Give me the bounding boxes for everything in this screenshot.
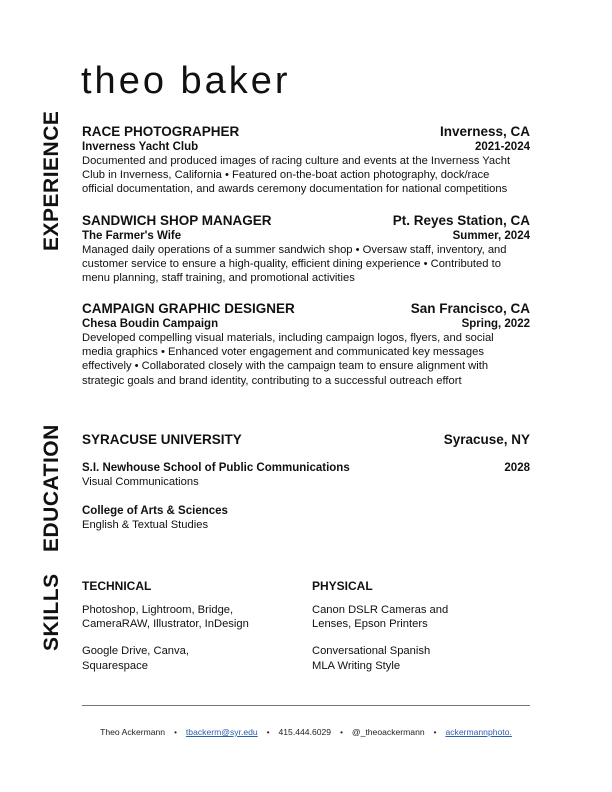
job-description-line: media graphics • Enhanced voter engagement and communicated key messages xyxy=(82,346,484,359)
job-description-line: Managed daily operations of a summer sandwich shop • Oversaw staff, inventory, and xyxy=(82,244,507,256)
skill-line: MLA Writing Style xyxy=(312,659,401,672)
resume-name: theo baker xyxy=(81,60,291,102)
job-description-line: effectively • Collaborated closely with the campaign team to ensure alignment with xyxy=(82,360,489,373)
skill-line: Lenses, Epson Printers xyxy=(312,618,428,631)
job-title: CAMPAIGN GRAPHIC DESIGNER xyxy=(82,301,295,316)
school-location: Syracuse, NY xyxy=(443,432,530,447)
skill-item xyxy=(82,603,272,631)
college-name: College of Arts & Sciences xyxy=(82,505,228,517)
phone-number: 415.444.6029 xyxy=(278,727,332,737)
separator-bullet: • xyxy=(266,727,270,737)
footer-name: Theo Ackermann xyxy=(100,727,166,737)
job-dates: 2021-2024 xyxy=(475,141,530,153)
job-location: San Francisco, CA xyxy=(410,301,530,316)
education-section-label: EDUCATION xyxy=(40,424,63,552)
skill-line: Conversational Spanish xyxy=(312,645,431,658)
email-link[interactable]: tbackerm@syr.edu xyxy=(185,727,258,737)
separator-bullet: • xyxy=(340,727,343,737)
education-college xyxy=(82,461,530,489)
job-description-line: strategic goals and brand identity, contributing to a successful outreach effort xyxy=(82,374,462,387)
job-description-line: Documented and produced images of racing culture and events at the Inverness Yacht xyxy=(82,155,511,167)
job-description-line: customer service to ensure a high-quality, efficient dining experience • Contributed to xyxy=(82,258,501,271)
skill-item xyxy=(312,644,502,672)
college-name: S.I. Newhouse School of Public Communications xyxy=(82,462,350,474)
contact-footer xyxy=(82,727,530,737)
skills-section-label: SKILLS xyxy=(40,573,63,651)
job-organization: The Farmer's Wife xyxy=(82,230,182,242)
job-description-line: official documentation, and awards ceremony documentation for national competitions xyxy=(82,183,508,196)
skill-line: Canon DSLR Cameras and xyxy=(312,604,449,616)
experience-entry xyxy=(82,123,530,197)
college-major: English & Textual Studies xyxy=(82,519,209,531)
skill-line: CameraRAW, Illustrator, InDesign xyxy=(82,618,249,631)
skill-line: Google Drive, Canva, xyxy=(82,645,189,658)
experience-section-label: EXPERIENCE xyxy=(40,110,63,251)
job-organization: Chesa Boudin Campaign xyxy=(82,318,219,330)
job-title: RACE PHOTOGRAPHER xyxy=(82,124,240,139)
skills-technical xyxy=(82,579,272,686)
school-name: SYRACUSE UNIVERSITY xyxy=(82,432,242,447)
job-description-line: Club in Inverness, California • Featured on-the-boat action photography, dock/race xyxy=(82,169,490,182)
separator-bullet: • xyxy=(433,727,437,737)
job-description-line: menu planning, staff training, and promotional activities xyxy=(82,272,355,285)
social-handle: @_theoackermann xyxy=(351,727,425,737)
separator-bullet: • xyxy=(174,727,177,737)
skill-item xyxy=(82,644,272,672)
job-description-line: Developed compelling visual materials, including campaign logos, flyers, and social xyxy=(82,332,494,344)
experience-entry xyxy=(82,212,530,286)
job-location: Pt. Reyes Station, CA xyxy=(392,213,530,228)
education-college xyxy=(82,504,530,532)
job-location: Inverness, CA xyxy=(439,124,530,139)
skill-item xyxy=(312,603,502,631)
skills-physical xyxy=(312,579,502,686)
experience-entry xyxy=(82,300,530,388)
skills-heading: PHYSICAL xyxy=(312,579,373,593)
job-dates: Summer, 2024 xyxy=(452,230,530,242)
job-title: SANDWICH SHOP MANAGER xyxy=(82,213,272,228)
education-school xyxy=(82,431,530,448)
job-organization: Inverness Yacht Club xyxy=(82,141,199,153)
website-link[interactable]: ackermannphoto. xyxy=(445,727,512,737)
job-dates: Spring, 2022 xyxy=(461,318,530,330)
college-major: Visual Communications xyxy=(82,476,199,488)
skills-heading: TECHNICAL xyxy=(82,579,152,593)
graduation-year: 2028 xyxy=(504,462,530,474)
footer-divider xyxy=(82,705,530,706)
skill-line: Squarespace xyxy=(82,659,148,672)
skill-line: Photoshop, Lightroom, Bridge, xyxy=(82,604,234,616)
